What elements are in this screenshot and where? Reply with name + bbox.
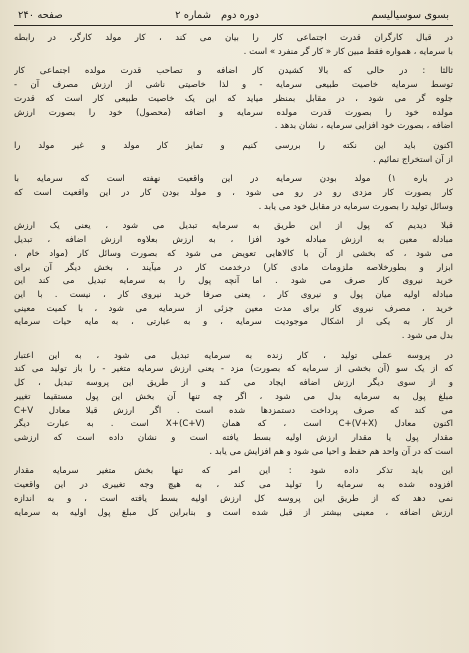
text-line: مبادله اولیه میان پول و نیروی کار ، یعنی صرفا خرید نیروی کار ، نیست . با این	[14, 289, 453, 300]
paragraph-1	[14, 32, 453, 59]
text-line: با سرمایه ، همواره فقط مبین کار « کار گر منفرد » است .	[243, 46, 453, 57]
text-line: خرید ، مصرف نیروی کار برای مدت معین جزئی از سرمایه می شود ، با کمیت معینی	[14, 303, 453, 314]
text-line: و از سوی دیگر ارزش اضافه ایجاد می کند و از طریق این پروسه تبدیل ، کل	[14, 378, 453, 389]
paragraph-4	[14, 173, 453, 214]
text-line: از آن استخراج نمائیم .	[373, 154, 453, 165]
text-line: اکنون معادل C+(V+X) است ، که همان (C+V)+X است . به عبارت دیگر	[14, 419, 453, 430]
issue-info	[175, 10, 259, 21]
text-line: در باره ۱) مولد بودن سرمایه در این واقعیت نهفته است که سرمایه با	[14, 174, 453, 185]
page-number: صفحه ۲۴۰	[18, 10, 63, 21]
text-line: اکنون باید این نکته را بررسی کنیم و تمایز کار مولد و غیر مولد را	[14, 140, 453, 151]
text-line: است که در آن واحد هم حفظ و احیا می شود و هم افزایش می یابد .	[209, 446, 453, 457]
paragraph-6	[14, 350, 453, 460]
text-line: ابزار و بطورخلاصه ملزومات مادی کار) درخدمت کار در میآیند ، بخش دیگر آن برای	[14, 262, 453, 273]
paragraph-7	[14, 465, 453, 520]
text-line: مبادله معین به ارزش مبادله خود افزا ، به ارزش بعلاوه ارزش اضافه ، تبدیل	[14, 235, 453, 246]
text-line: ثالثا : در حالی که بالا کشیدن کار اضافه و تصاحب قدرت مولده اجتماعی کار	[14, 66, 453, 77]
text-line: می شود ، که بخشی از آن با کالاهایی تعویض می شود که بصورت وسائل کار (مواد خام ،	[14, 248, 453, 259]
text-line: در پروسه عملی تولید ، کار زنده به سرمایه تبدیل می شود ، به این اعتبار	[14, 350, 453, 361]
text-line: مقدار پول یا مقدار ارزش اولیه بسط یافته است و نشان داده است که ارزشی	[14, 432, 453, 443]
text-line: این باید تذکر داده شود : این امر که تنها بخش متغیر سرمایه مقدار	[14, 466, 453, 477]
paragraph-3	[14, 140, 453, 167]
text-line: اضافه ، بصورت خود افزایی سرمایه ، نشان بدهد .	[274, 121, 453, 132]
running-header	[14, 10, 453, 26]
text-line: وسائل تولید را بصورت سرمایه در مقابل خود می یابد .	[258, 201, 453, 212]
paragraph-5	[14, 220, 453, 343]
text-line: افزوده شده به سرمایه را تولید می کند ، به هیچ وجه تغییری در این واقعیت	[14, 480, 453, 491]
article-body	[14, 32, 453, 520]
period-label: دوره دوم	[221, 10, 260, 21]
issue-label: شماره ۲	[175, 10, 211, 21]
text-line: نمی دهد که از طریق این پروسه کل ارزش اولیه بسط یافته است ، و به اندازه	[14, 493, 453, 504]
text-line: توسط سرمایه خاصیت طبیعی سرمایه - و لذا خاصیتی ناشی از ارزش مصرف آن -	[14, 80, 453, 91]
text-line: مبلغ پول به سرمایه بدل می شود ، اگر چه تنها آن بخش این پول مستقیما تغییر	[14, 391, 453, 402]
text-line: ارزش اضافه ، معینی بیشتر از قبل شده است و بنابراین کل مبلغ پول اولیه به سرمایه	[14, 507, 453, 518]
text-line: در قبال کارگران قدرت اجتماعی کار را بیان می کند ، کار مولد کارگر، در رابطه	[14, 33, 453, 43]
text-line: می کند که صرف پرداخت دستمزدها شده است . اگر ارزش قبلا معادل C+V	[14, 405, 453, 416]
text-line: کار بصورت کار مزدی رو در رو می شود ، و مولد بودن کار در این واقعیت است که	[14, 188, 453, 199]
text-line: مولده خود را بصورت قدرت مولده سرمایه و اضافه (محصول) خود را بصورت ارزش	[14, 107, 453, 118]
text-line: از کار به یکی از اشکال موجودیت سرمایه ، و به عبارتی ، به مایه حیات سرمایه	[14, 317, 453, 328]
text-line: بدل می شود .	[401, 331, 453, 342]
paragraph-2	[14, 65, 453, 134]
text-line: جلوه گر می شود ، در مقابل بمنظر میاید که این یک خاصیت طبیعی کار است که قدرت	[14, 93, 453, 104]
text-line: که از یک سو (آن بخشی از سرمایه که بصورت) مزد - یعنی ارزش سرمایه متغیر - را باز تولید می کند	[14, 364, 453, 375]
text-line: خرید نیروی کار صرف می شود . اما آنچه پول را به سرمایه تبدیل می کند این	[14, 276, 453, 287]
text-line: قبلا دیدیم که پول از این طریق به سرمایه تبدیل می شود ، یعنی یک ارزش	[14, 221, 453, 232]
journal-title: بسوی سوسیالیسم	[371, 10, 449, 21]
